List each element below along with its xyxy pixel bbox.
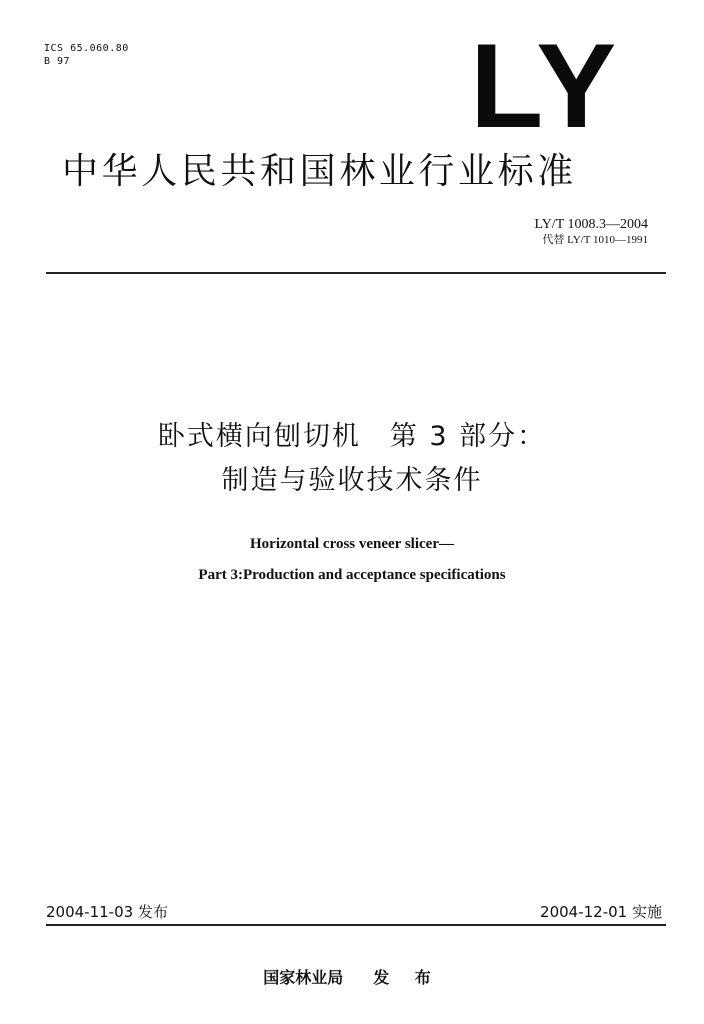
replaces-note: 代替 LY/T 1010—1991 xyxy=(542,234,648,246)
ccs-code: B 97 xyxy=(44,56,71,67)
standard-number: LY/T 1008.3—2004 xyxy=(534,217,648,232)
header-divider xyxy=(46,272,666,274)
english-title-line-1: Horizontal cross veneer slicer— xyxy=(250,536,454,552)
implementation-date: 2004-12-01 实施 xyxy=(540,903,662,921)
classification-codes xyxy=(44,42,129,68)
chinese-title-line-2: 制造与验收技术条件 xyxy=(221,465,483,496)
ics-code: ICS 65.060.80 xyxy=(44,43,129,54)
footer-divider xyxy=(46,924,666,926)
english-title-line-2: Part 3:Production and acceptance specifications xyxy=(198,567,506,583)
chinese-title-line-1: 卧式横向刨切机 第 3 部分： xyxy=(157,421,547,452)
standard-type-heading: 中华人民共和国林业行业标准 xyxy=(62,151,577,192)
publisher-line xyxy=(0,968,704,988)
issue-date: 2004-11-03 发布 xyxy=(46,903,168,921)
publisher-name: 国家林业局 xyxy=(263,968,344,987)
ly-logo: LY xyxy=(470,19,621,153)
publisher-action: 发 布 xyxy=(373,968,441,987)
